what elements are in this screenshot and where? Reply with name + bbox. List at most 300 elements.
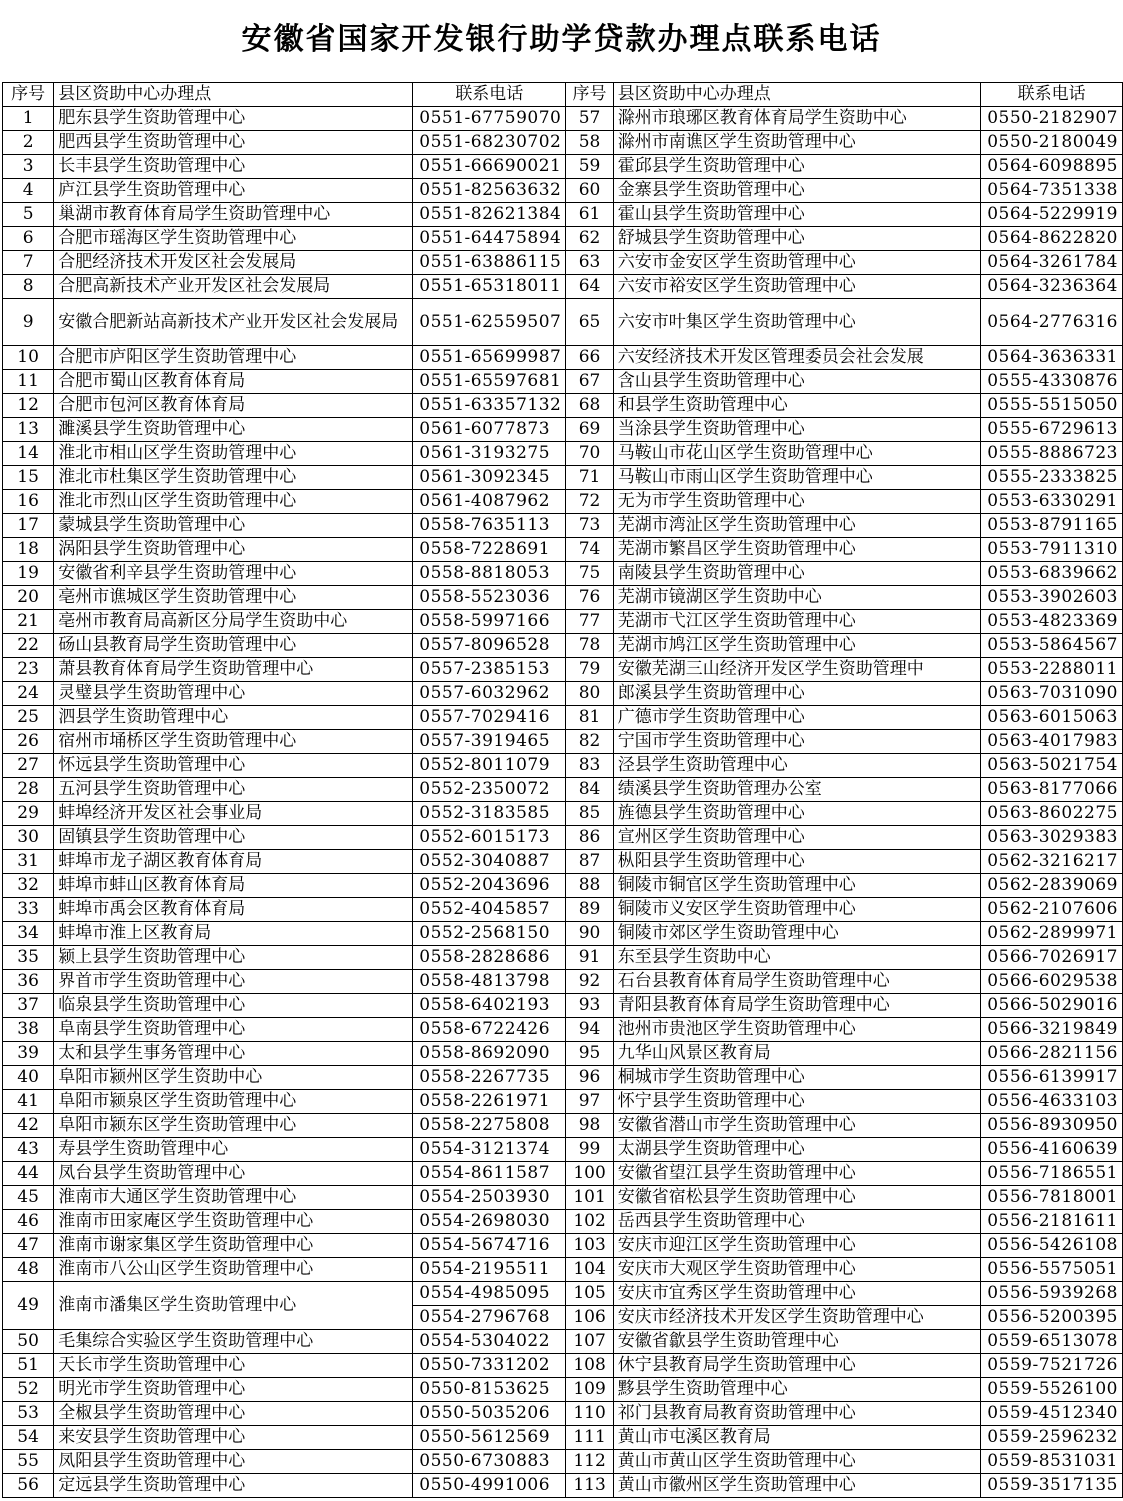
seq-right: 72 <box>566 490 613 514</box>
name-left: 太和县学生事务管理中心 <box>54 1042 413 1066</box>
seq-left: 8 <box>3 275 54 299</box>
name-right: 安庆市宜秀区学生资助管理中心 <box>613 1282 980 1306</box>
name-left: 淮南市谢家集区学生资助管理中心 <box>54 1234 413 1258</box>
phone-left: 0554-2796768 <box>413 1306 566 1330</box>
table-row <box>3 682 1123 706</box>
seq-right: 113 <box>566 1474 613 1498</box>
name-left: 淮南市八公山区学生资助管理中心 <box>54 1258 413 1282</box>
phone-right: 0556-4633103 <box>981 1090 1123 1114</box>
name-right: 芜湖市镜湖区学生资助中心 <box>613 586 980 610</box>
name-left: 五河县学生资助管理中心 <box>54 778 413 802</box>
seq-right: 102 <box>566 1210 613 1234</box>
phone-right: 0556-6139917 <box>981 1066 1123 1090</box>
table-row <box>3 490 1123 514</box>
seq-right: 61 <box>566 203 613 227</box>
phone-left: 0558-6722426 <box>413 1018 566 1042</box>
phone-left: 0550-8153625 <box>413 1378 566 1402</box>
phone-right: 0564-5229919 <box>981 203 1123 227</box>
phone-left: 0557-3919465 <box>413 730 566 754</box>
seq-right: 104 <box>566 1258 613 1282</box>
name-right: 芜湖市繁昌区学生资助管理中心 <box>613 538 980 562</box>
table-row <box>3 706 1123 730</box>
name-right: 青阳县教育体育局学生资助管理中心 <box>613 994 980 1018</box>
seq-left: 15 <box>3 466 54 490</box>
seq-left: 50 <box>3 1330 54 1354</box>
phone-left: 0550-7331202 <box>413 1354 566 1378</box>
phone-left: 0557-8096528 <box>413 634 566 658</box>
page-title: 安徽省国家开发银行助学贷款办理点联系电话 <box>241 22 882 57</box>
phone-left: 0550-5612569 <box>413 1426 566 1450</box>
table-row <box>3 826 1123 850</box>
name-right: 安庆市经济技术开发区学生资助管理中心 <box>613 1306 980 1330</box>
name-left: 淮北市烈山区学生资助管理中心 <box>54 490 413 514</box>
phone-left: 0558-7635113 <box>413 514 566 538</box>
seq-right: 92 <box>566 970 613 994</box>
seq-left: 3 <box>3 155 54 179</box>
name-right: 枞阳县学生资助管理中心 <box>613 850 980 874</box>
seq-right: 66 <box>566 346 613 370</box>
name-left: 肥西县学生资助管理中心 <box>54 131 413 155</box>
seq-right: 75 <box>566 562 613 586</box>
header-name-right: 县区资助中心办理点 <box>613 83 980 107</box>
phone-left: 0551-67759070 <box>413 107 566 131</box>
seq-right: 86 <box>566 826 613 850</box>
name-right: 池州市贵池区学生资助管理中心 <box>613 1018 980 1042</box>
name-right: 当涂县学生资助管理中心 <box>613 418 980 442</box>
name-right: 广德市学生资助管理中心 <box>613 706 980 730</box>
seq-left: 2 <box>3 131 54 155</box>
name-left: 临泉县学生资助管理中心 <box>54 994 413 1018</box>
name-left: 蚌埠经济开发区社会事业局 <box>54 802 413 826</box>
name-left: 阜阳市颍州区学生资助中心 <box>54 1066 413 1090</box>
name-right: 安徽省宿松县学生资助管理中心 <box>613 1186 980 1210</box>
seq-right: 74 <box>566 538 613 562</box>
phone-right: 0566-2821156 <box>981 1042 1123 1066</box>
name-left: 凤台县学生资助管理中心 <box>54 1162 413 1186</box>
phone-right: 0556-5200395 <box>981 1306 1123 1330</box>
phone-left: 0552-8011079 <box>413 754 566 778</box>
seq-right: 95 <box>566 1042 613 1066</box>
name-left: 泗县学生资助管理中心 <box>54 706 413 730</box>
table-row <box>3 1282 1123 1306</box>
phone-left: 0558-2275808 <box>413 1114 566 1138</box>
phone-right: 0564-6098895 <box>981 155 1123 179</box>
phone-right: 0556-7818001 <box>981 1186 1123 1210</box>
name-right: 安徽省潜山市学生资助管理中心 <box>613 1114 980 1138</box>
seq-right: 73 <box>566 514 613 538</box>
phone-right: 0566-6029538 <box>981 970 1123 994</box>
name-left: 蒙城县学生资助管理中心 <box>54 514 413 538</box>
phone-left: 0558-2267735 <box>413 1066 566 1090</box>
phone-left: 0558-7228691 <box>413 538 566 562</box>
table-row <box>3 1066 1123 1090</box>
name-right: 芜湖市湾沚区学生资助管理中心 <box>613 514 980 538</box>
phone-right: 0556-7186551 <box>981 1162 1123 1186</box>
seq-right: 98 <box>566 1114 613 1138</box>
table-row <box>3 131 1123 155</box>
name-left: 阜南县学生资助管理中心 <box>54 1018 413 1042</box>
phone-right: 0555-6729613 <box>981 418 1123 442</box>
table-row <box>3 418 1123 442</box>
table-row <box>3 1378 1123 1402</box>
phone-left: 0551-66690021 <box>413 155 566 179</box>
table-row <box>3 346 1123 370</box>
name-left: 长丰县学生资助管理中心 <box>54 155 413 179</box>
seq-right: 58 <box>566 131 613 155</box>
table-row <box>3 1474 1123 1498</box>
name-right: 黄山市黄山区学生资助管理中心 <box>613 1450 980 1474</box>
phone-left: 0558-6402193 <box>413 994 566 1018</box>
phone-left: 0552-2568150 <box>413 922 566 946</box>
name-right: 舒城县学生资助管理中心 <box>613 227 980 251</box>
seq-left: 20 <box>3 586 54 610</box>
phone-right: 0566-7026917 <box>981 946 1123 970</box>
table-row <box>3 1426 1123 1450</box>
phone-right: 0550-2182907 <box>981 107 1123 131</box>
name-left: 合肥市包河区教育体育局 <box>54 394 413 418</box>
phone-right: 0562-2839069 <box>981 874 1123 898</box>
seq-left: 48 <box>3 1258 54 1282</box>
table-row <box>3 850 1123 874</box>
table-row <box>3 299 1123 346</box>
seq-right: 107 <box>566 1330 613 1354</box>
name-left: 巢湖市教育体育局学生资助管理中心 <box>54 203 413 227</box>
phone-right: 0555-2333825 <box>981 466 1123 490</box>
phone-right: 0553-3902603 <box>981 586 1123 610</box>
name-left: 定远县学生资助管理中心 <box>54 1474 413 1498</box>
seq-right: 62 <box>566 227 613 251</box>
name-right: 霍山县学生资助管理中心 <box>613 203 980 227</box>
table-row <box>3 754 1123 778</box>
phone-right: 0562-3216217 <box>981 850 1123 874</box>
name-right: 绩溪县学生资助管理办公室 <box>613 778 980 802</box>
table-row <box>3 970 1123 994</box>
name-right: 桐城市学生资助管理中心 <box>613 1066 980 1090</box>
seq-left: 16 <box>3 490 54 514</box>
seq-left: 26 <box>3 730 54 754</box>
name-left: 蚌埠市龙子湖区教育体育局 <box>54 850 413 874</box>
phone-left: 0557-7029416 <box>413 706 566 730</box>
phone-left: 0554-8611587 <box>413 1162 566 1186</box>
seq-left: 46 <box>3 1210 54 1234</box>
phone-right: 0563-4017983 <box>981 730 1123 754</box>
phone-right: 0564-3636331 <box>981 346 1123 370</box>
phone-left: 0557-2385153 <box>413 658 566 682</box>
name-left: 全椒县学生资助管理中心 <box>54 1402 413 1426</box>
name-left: 蚌埠市蚌山区教育体育局 <box>54 874 413 898</box>
phone-right: 0563-6015063 <box>981 706 1123 730</box>
table-row <box>3 1330 1123 1354</box>
seq-right: 109 <box>566 1378 613 1402</box>
seq-left: 5 <box>3 203 54 227</box>
table-row <box>3 1042 1123 1066</box>
phone-right: 0559-2596232 <box>981 1426 1123 1450</box>
seq-left: 55 <box>3 1450 54 1474</box>
seq-left: 43 <box>3 1138 54 1162</box>
table-row <box>3 1018 1123 1042</box>
name-left: 明光市学生资助管理中心 <box>54 1378 413 1402</box>
name-left: 涡阳县学生资助管理中心 <box>54 538 413 562</box>
name-left: 宿州市埇桥区学生资助管理中心 <box>54 730 413 754</box>
table-row <box>3 634 1123 658</box>
name-left: 合肥经济技术开发区社会发展局 <box>54 251 413 275</box>
name-right: 安庆市迎江区学生资助管理中心 <box>613 1234 980 1258</box>
table-row <box>3 658 1123 682</box>
phone-left: 0551-82621384 <box>413 203 566 227</box>
phone-right: 0550-2180049 <box>981 131 1123 155</box>
table-row <box>3 1234 1123 1258</box>
name-right: 黄山市徽州区学生资助管理中心 <box>613 1474 980 1498</box>
name-right: 铜陵市郊区学生资助管理中心 <box>613 922 980 946</box>
phone-left: 0551-65318011 <box>413 275 566 299</box>
name-right: 泾县学生资助管理中心 <box>613 754 980 778</box>
name-right: 六安市裕安区学生资助管理中心 <box>613 275 980 299</box>
seq-left: 30 <box>3 826 54 850</box>
table-row <box>3 107 1123 131</box>
name-left: 亳州市谯城区学生资助管理中心 <box>54 586 413 610</box>
name-right: 含山县学生资助管理中心 <box>613 370 980 394</box>
table-row <box>3 874 1123 898</box>
phone-left: 0552-6015173 <box>413 826 566 850</box>
name-right: 石台县教育体育局学生资助管理中心 <box>613 970 980 994</box>
phone-right: 0563-5021754 <box>981 754 1123 778</box>
seq-left: 37 <box>3 994 54 1018</box>
phone-left: 0561-3092345 <box>413 466 566 490</box>
seq-left: 12 <box>3 394 54 418</box>
name-right: 六安市叶集区学生资助管理中心 <box>613 299 980 346</box>
seq-left: 35 <box>3 946 54 970</box>
seq-left: 31 <box>3 850 54 874</box>
name-left: 安徽合肥新站高新技术产业开发区社会发展局 <box>54 299 413 346</box>
phone-right: 0553-8791165 <box>981 514 1123 538</box>
phone-right: 0564-8622820 <box>981 227 1123 251</box>
name-right: 宁国市学生资助管理中心 <box>613 730 980 754</box>
seq-right: 59 <box>566 155 613 179</box>
name-right: 休宁县教育局学生资助管理中心 <box>613 1354 980 1378</box>
name-left: 合肥市庐阳区学生资助管理中心 <box>54 346 413 370</box>
seq-left: 34 <box>3 922 54 946</box>
phone-right: 0566-3219849 <box>981 1018 1123 1042</box>
seq-right: 85 <box>566 802 613 826</box>
seq-left: 45 <box>3 1186 54 1210</box>
phone-right: 0563-8602275 <box>981 802 1123 826</box>
phone-left: 0551-68230702 <box>413 131 566 155</box>
phone-right: 0563-7031090 <box>981 682 1123 706</box>
phone-right: 0564-2776316 <box>981 299 1123 346</box>
phone-left: 0551-82563632 <box>413 179 566 203</box>
seq-right: 80 <box>566 682 613 706</box>
seq-left: 17 <box>3 514 54 538</box>
table-row <box>3 1354 1123 1378</box>
table-row <box>3 922 1123 946</box>
table-row <box>3 394 1123 418</box>
phone-left: 0550-4991006 <box>413 1474 566 1498</box>
name-left: 蚌埠市禹会区教育体育局 <box>54 898 413 922</box>
name-right: 金寨县学生资助管理中心 <box>613 179 980 203</box>
name-right: 安庆市大观区学生资助管理中心 <box>613 1258 980 1282</box>
name-right: 滁州市琅琊区教育体育局学生资助中心 <box>613 107 980 131</box>
seq-left: 32 <box>3 874 54 898</box>
name-right: 岳西县学生资助管理中心 <box>613 1210 980 1234</box>
phone-right: 0564-3236364 <box>981 275 1123 299</box>
table-row <box>3 179 1123 203</box>
header-phone-right: 联系电话 <box>981 83 1123 107</box>
phone-right: 0556-8930950 <box>981 1114 1123 1138</box>
table-row <box>3 1162 1123 1186</box>
seq-right: 63 <box>566 251 613 275</box>
phone-left: 0551-65699987 <box>413 346 566 370</box>
phone-right: 0559-4512340 <box>981 1402 1123 1426</box>
phone-left: 0561-6077873 <box>413 418 566 442</box>
seq-left: 23 <box>3 658 54 682</box>
seq-right: 90 <box>566 922 613 946</box>
phone-left: 0551-64475894 <box>413 227 566 251</box>
table-row <box>3 946 1123 970</box>
phone-right: 0564-7351338 <box>981 179 1123 203</box>
phone-left: 0561-3193275 <box>413 442 566 466</box>
phone-left: 0558-8692090 <box>413 1042 566 1066</box>
phone-right: 0553-5864567 <box>981 634 1123 658</box>
seq-left: 27 <box>3 754 54 778</box>
seq-left: 13 <box>3 418 54 442</box>
seq-right: 79 <box>566 658 613 682</box>
name-left: 灵璧县学生资助管理中心 <box>54 682 413 706</box>
name-left: 萧县教育体育局学生资助管理中心 <box>54 658 413 682</box>
header-name-left: 县区资助中心办理点 <box>54 83 413 107</box>
seq-left: 29 <box>3 802 54 826</box>
seq-left: 11 <box>3 370 54 394</box>
phone-right: 0556-5426108 <box>981 1234 1123 1258</box>
phone-right: 0563-3029383 <box>981 826 1123 850</box>
name-left: 安徽省利辛县学生资助管理中心 <box>54 562 413 586</box>
table-row <box>3 1138 1123 1162</box>
phone-left: 0558-8818053 <box>413 562 566 586</box>
table-row <box>3 370 1123 394</box>
name-left: 淮北市杜集区学生资助管理中心 <box>54 466 413 490</box>
header-seq-right: 序号 <box>566 83 613 107</box>
phone-right: 0559-5526100 <box>981 1378 1123 1402</box>
seq-left: 51 <box>3 1354 54 1378</box>
name-right: 芜湖市弋江区学生资助管理中心 <box>613 610 980 634</box>
phone-right: 0555-4330876 <box>981 370 1123 394</box>
phone-left: 0558-5523036 <box>413 586 566 610</box>
table-row <box>3 1114 1123 1138</box>
phone-left: 0552-4045857 <box>413 898 566 922</box>
phone-left: 0558-2261971 <box>413 1090 566 1114</box>
seq-right: 108 <box>566 1354 613 1378</box>
phone-right: 0556-2181611 <box>981 1210 1123 1234</box>
name-left: 淮南市田家庵区学生资助管理中心 <box>54 1210 413 1234</box>
phone-right: 0562-2899971 <box>981 922 1123 946</box>
seq-left: 38 <box>3 1018 54 1042</box>
phone-left: 0554-3121374 <box>413 1138 566 1162</box>
table-row <box>3 227 1123 251</box>
phone-left: 0552-3040887 <box>413 850 566 874</box>
seq-right: 81 <box>566 706 613 730</box>
name-right: 怀宁县学生资助管理中心 <box>613 1090 980 1114</box>
name-left: 合肥市瑶海区学生资助管理中心 <box>54 227 413 251</box>
seq-right: 82 <box>566 730 613 754</box>
seq-right: 91 <box>566 946 613 970</box>
seq-right: 89 <box>566 898 613 922</box>
seq-right: 94 <box>566 1018 613 1042</box>
seq-left: 1 <box>3 107 54 131</box>
phone-right: 0562-2107606 <box>981 898 1123 922</box>
seq-left: 44 <box>3 1162 54 1186</box>
name-right: 安徽省歙县学生资助管理中心 <box>613 1330 980 1354</box>
name-left: 固镇县学生资助管理中心 <box>54 826 413 850</box>
table-row <box>3 1210 1123 1234</box>
name-right: 南陵县学生资助管理中心 <box>613 562 980 586</box>
seq-right: 65 <box>566 299 613 346</box>
phone-right: 0559-7521726 <box>981 1354 1123 1378</box>
seq-right: 105 <box>566 1282 613 1306</box>
seq-left: 25 <box>3 706 54 730</box>
phone-left: 0552-2350072 <box>413 778 566 802</box>
phone-right: 0555-8886723 <box>981 442 1123 466</box>
phone-right: 0553-2288011 <box>981 658 1123 682</box>
seq-right: 99 <box>566 1138 613 1162</box>
name-right: 东至县学生资助中心 <box>613 946 980 970</box>
name-left: 庐江县学生资助管理中心 <box>54 179 413 203</box>
name-left: 颍上县学生资助管理中心 <box>54 946 413 970</box>
name-left: 蚌埠市淮上区教育局 <box>54 922 413 946</box>
seq-right: 103 <box>566 1234 613 1258</box>
header-seq-left: 序号 <box>3 83 54 107</box>
name-left: 濉溪县学生资助管理中心 <box>54 418 413 442</box>
name-left: 天长市学生资助管理中心 <box>54 1354 413 1378</box>
name-left: 淮南市潘集区学生资助管理中心 <box>54 1282 413 1330</box>
name-right: 黄山市屯溪区教育局 <box>613 1426 980 1450</box>
name-right: 铜陵市铜官区学生资助管理中心 <box>613 874 980 898</box>
name-right: 六安经济技术开发区管理委员会社会发展 <box>613 346 980 370</box>
name-left: 砀山县教育局学生资助管理中心 <box>54 634 413 658</box>
name-right: 太湖县学生资助管理中心 <box>613 1138 980 1162</box>
table-row <box>3 1090 1123 1114</box>
seq-right: 100 <box>566 1162 613 1186</box>
header-phone-left: 联系电话 <box>413 83 566 107</box>
name-right: 祁门县教育局教育资助管理中心 <box>613 1402 980 1426</box>
seq-left: 41 <box>3 1090 54 1114</box>
seq-left: 40 <box>3 1066 54 1090</box>
name-right: 安徽芜湖三山经济开发区学生资助管理中 <box>613 658 980 682</box>
table-row <box>3 1402 1123 1426</box>
phone-left: 0550-5035206 <box>413 1402 566 1426</box>
name-left: 阜阳市颍东区学生资助管理中心 <box>54 1114 413 1138</box>
phone-left: 0554-2503930 <box>413 1186 566 1210</box>
seq-left: 4 <box>3 179 54 203</box>
seq-left: 49 <box>3 1282 54 1330</box>
name-right: 芜湖市鸠江区学生资助管理中心 <box>613 634 980 658</box>
seq-left: 56 <box>3 1474 54 1498</box>
seq-left: 52 <box>3 1378 54 1402</box>
table-row <box>3 730 1123 754</box>
name-left: 阜阳市颍泉区学生资助管理中心 <box>54 1090 413 1114</box>
phone-right: 0556-5575051 <box>981 1258 1123 1282</box>
table-row <box>3 562 1123 586</box>
name-left: 淮北市相山区学生资助管理中心 <box>54 442 413 466</box>
phone-left: 0558-5997166 <box>413 610 566 634</box>
seq-left: 9 <box>3 299 54 346</box>
name-right: 铜陵市义安区学生资助管理中心 <box>613 898 980 922</box>
seq-right: 70 <box>566 442 613 466</box>
name-left: 界首市学生资助管理中心 <box>54 970 413 994</box>
table-row <box>3 778 1123 802</box>
table-row <box>3 442 1123 466</box>
seq-right: 76 <box>566 586 613 610</box>
seq-right: 83 <box>566 754 613 778</box>
table-row <box>3 1450 1123 1474</box>
